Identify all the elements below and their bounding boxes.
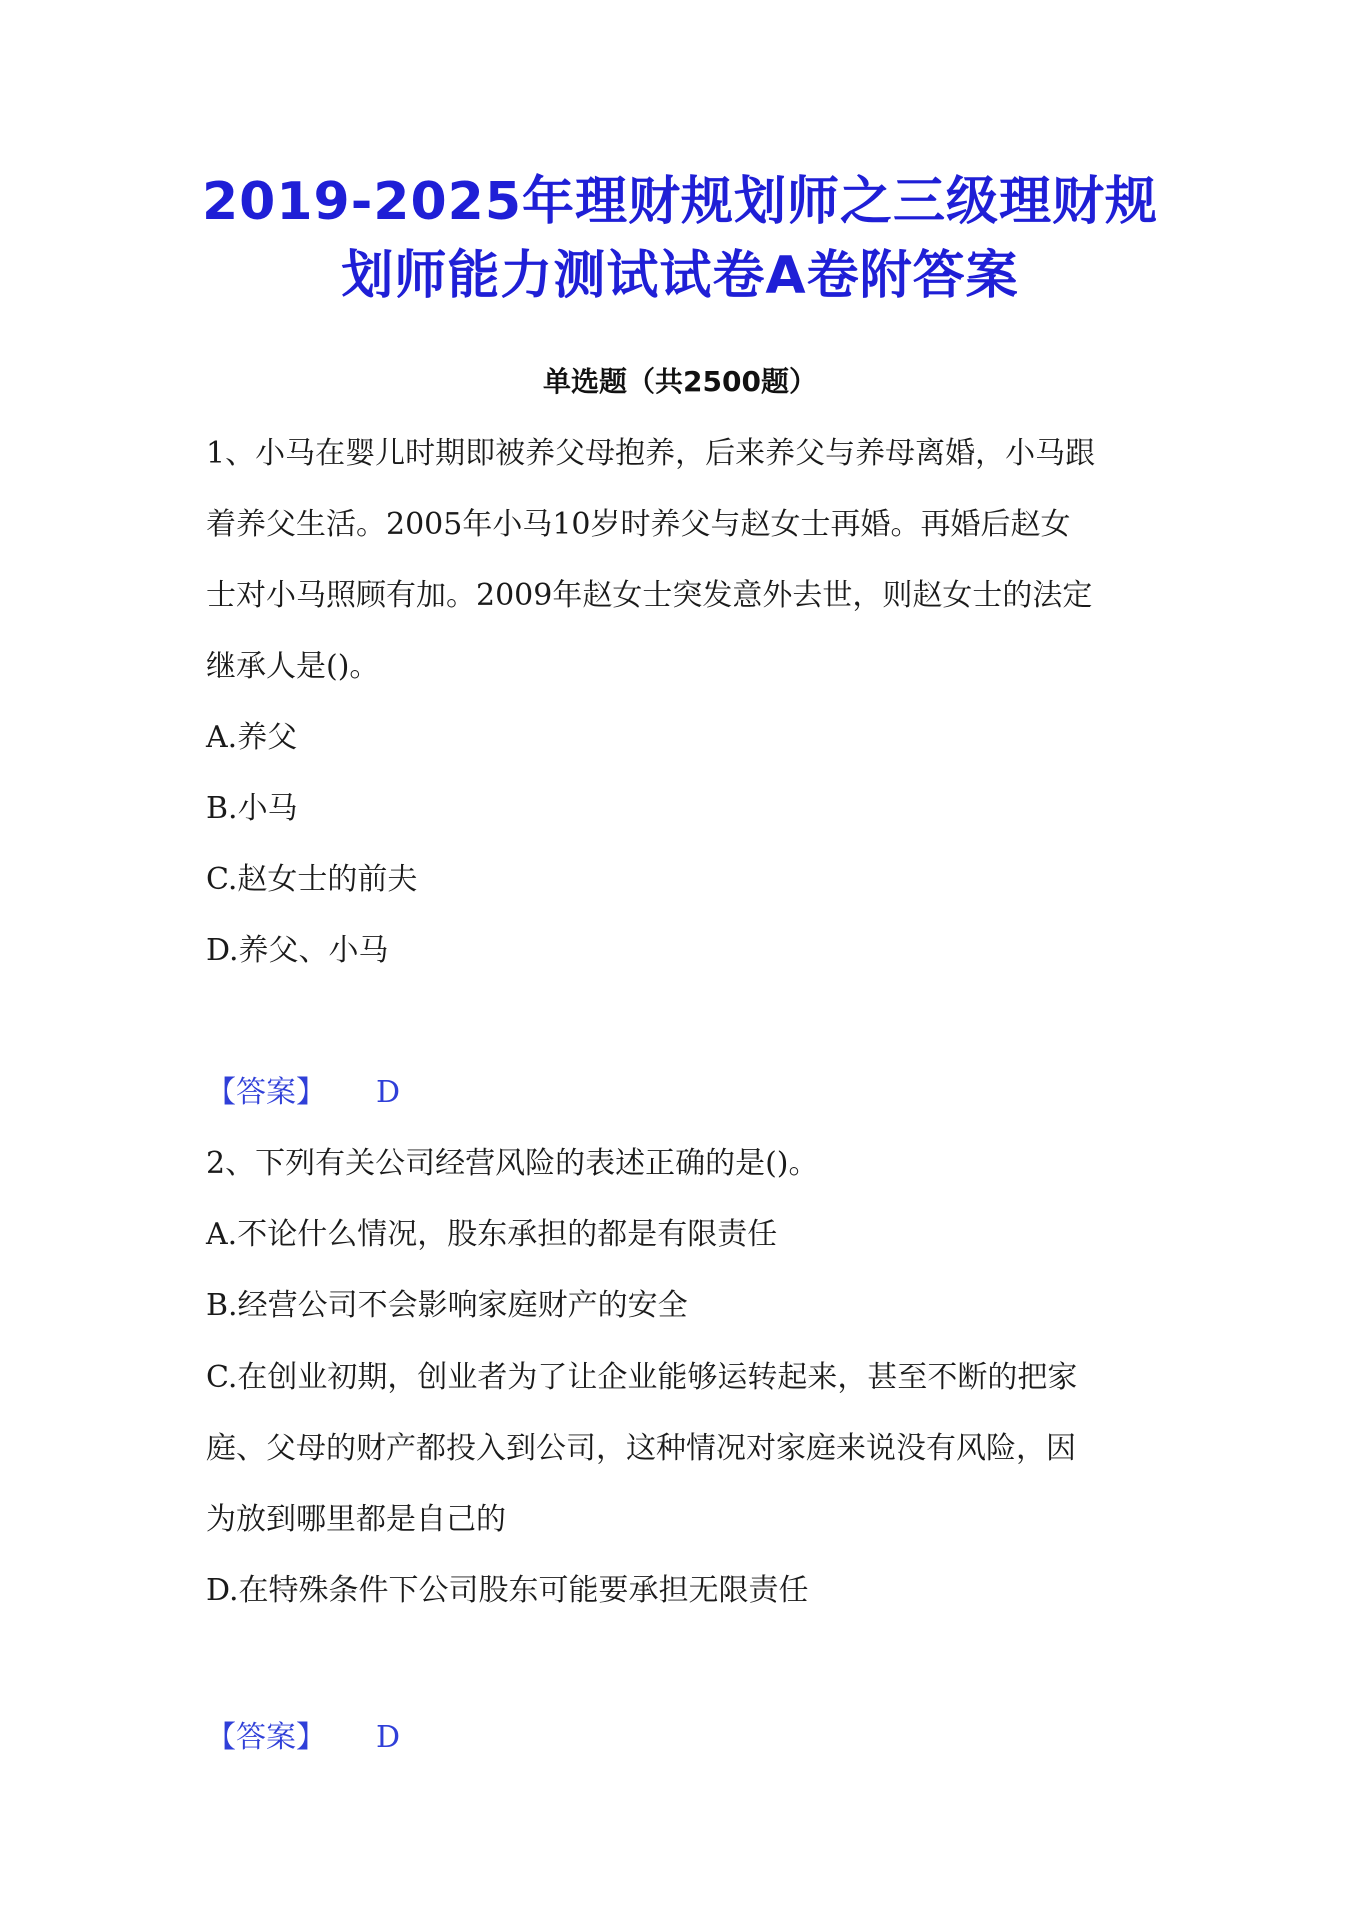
title-line-2: 划师能力测试试卷A卷附答案	[341, 246, 1019, 306]
question-1-stem-line: 着养父生活。2005年小马10岁时养父与赵女士再婚。再婚后赵女	[206, 507, 1071, 542]
question-2-option-d: D.在特殊条件下公司股东可能要承担无限责任	[206, 1573, 809, 1608]
question-2-option-a: A.不论什么情况，股东承担的都是有限责任	[206, 1217, 778, 1252]
question-1-option-b: B.小马	[206, 791, 298, 826]
question-1-stem-line: 继承人是()。	[206, 649, 380, 684]
question-2-option-c-line: C.在创业初期，创业者为了让企业能够运转起来，甚至不断的把家	[206, 1360, 1078, 1395]
question-1-option-a: A.养父	[206, 720, 298, 755]
question-2-option-b: B.经营公司不会影响家庭财产的安全	[206, 1288, 688, 1323]
question-1-option-d: D.养父、小马	[206, 933, 389, 968]
question-1-stem-line: 1、小马在婴儿时期即被养父母抱养，后来养父与养母离婚，小马跟	[206, 436, 1096, 471]
document-title	[150, 165, 1210, 313]
question-1-option-c: C.赵女士的前夫	[206, 862, 418, 897]
question-1-answer	[206, 1073, 400, 1113]
question-2-option-c-line: 庭、父母的财产都投入到公司，这种情况对家庭来说没有风险，因	[206, 1431, 1076, 1466]
section-heading: 单选题（共2500题）	[543, 365, 817, 398]
question-1-stem-line: 士对小马照顾有加。2009年赵女士突发意外去世，则赵女士的法定	[206, 578, 1093, 613]
answer-label: 【答案】	[206, 1720, 326, 1755]
question-2-answer	[206, 1718, 400, 1758]
answer-value: D	[376, 1720, 401, 1755]
answer-label: 【答案】	[206, 1075, 326, 1110]
title-line-1: 2019-2025年理财规划师之三级理财规	[201, 172, 1159, 232]
answer-value: D	[376, 1075, 401, 1110]
question-2-stem-line: 2、下列有关公司经营风险的表述正确的是()。	[206, 1146, 819, 1181]
question-2-option-c-line: 为放到哪里都是自己的	[206, 1502, 506, 1537]
